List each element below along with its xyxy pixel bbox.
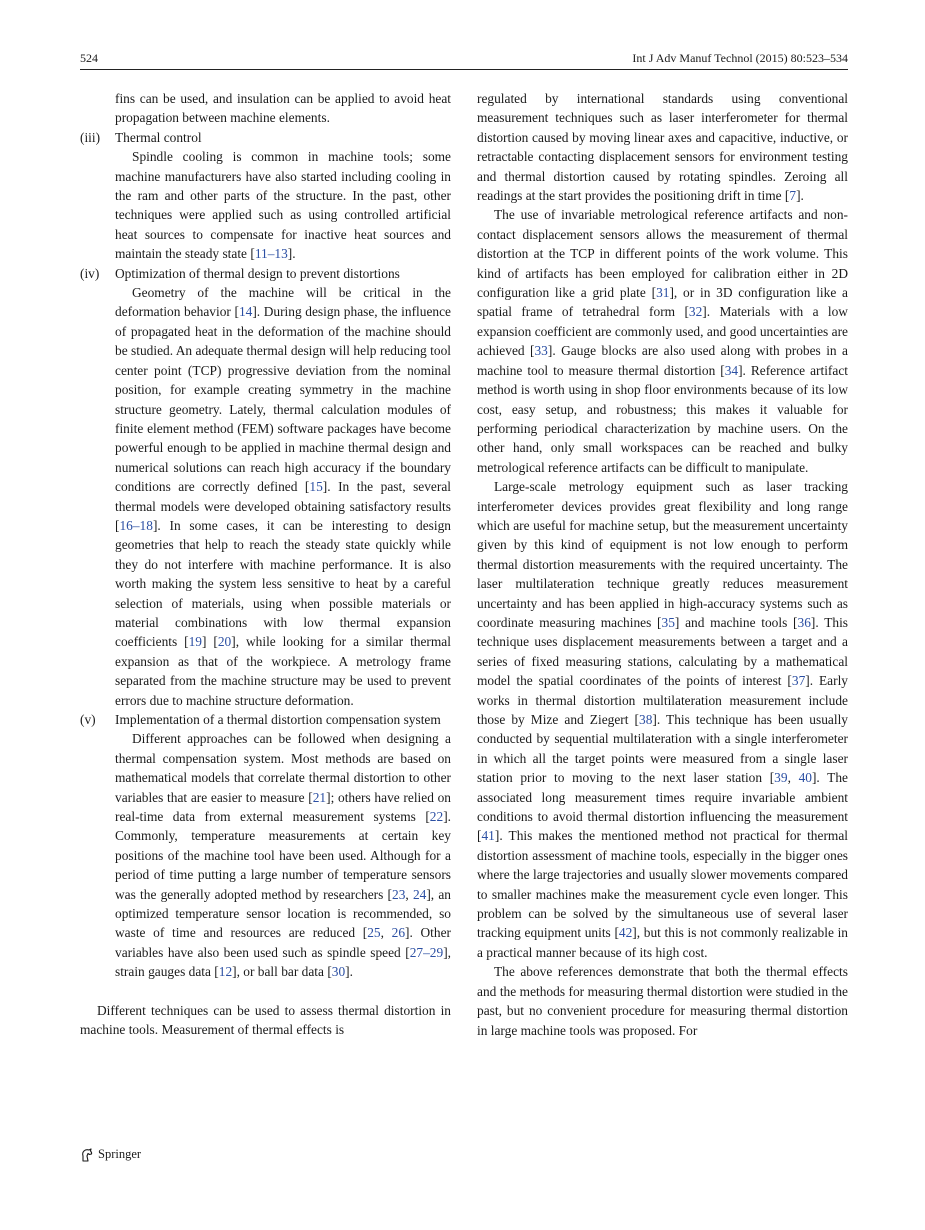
citation-link[interactable]: 34 (724, 362, 739, 378)
springer-horse-icon (80, 1148, 94, 1162)
paragraph: Large-scale metrology equipment such as laser tracking interferometer devices provides great flexibility and long range which are useful for machine setup, but the measurement uncertainty given by this kind of equipment is not low enough to perform thermal distortion measurements with the required uncertainty. The laser multilateration technique greatly reduces measurement uncertainty and has been applied in high-accuracy systems such as coordinate measuring machines [35] and machine tools [36]. This technique uses displacement measurements between a target and a series of fixed measuring stations, calculating by a mathematical model the spatial coordinates of the points of interest [37]. Early works in thermal distortion multilateration measurement include those by Mize and Ziegert [38]. This technique has been usually conducted by sequential multilateration with a single interferometer in which all the target points were measured from a single laser station prior to moving to the next laser station [39, 40]. The associated long measurement times require invariable ambient conditions to avoid thermal distortion influencing the measurement [41]. This makes the mentioned method not practical for thermal distortion assessment of machine tools, especially in the bigger ones where the large trajectories and usually slower movements compared to smaller machines make the measurement cycle even longer. This problem can be solved by the simultaneous use of several laser tracking equipment units [42], but this is not commonly realizable in a practical manner because of its high cost. (477, 479, 849, 960)
citation-link[interactable]: 14 (238, 304, 253, 320)
citation-link[interactable]: 20 (217, 634, 232, 650)
citation-link[interactable]: 7 (789, 188, 797, 204)
list-item (80, 128, 451, 147)
publisher-footer (80, 1147, 141, 1162)
paragraph: regulated by international standards using conventional measurement techniques such as laser interferometer for thermal distortion caused by moving linear axes and capacitive, inductive, or retractable contacting displacement sensors for environment testing and thermal distortion caused by rotating spindles. Zeroing all readings at the start provides the positioning drift in time [7]. (477, 91, 848, 204)
citation-link[interactable]: 35 (661, 614, 675, 630)
citation-link[interactable]: 31 (656, 285, 670, 301)
page-number: 524 (80, 51, 98, 65)
citation-link[interactable]: 37 (791, 673, 806, 689)
citation-link[interactable]: 40 (798, 770, 812, 786)
paragraph: Different approaches can be followed when designing a thermal compensation system. Most methods are based on mathematical models that correlate thermal distortion to other variables that are easier to measure [21]; others have relied on real-time data from external measurement systems [22]. Commonly, temperature measurements at certain key positions of the machine tool have been used. Although for a period of time putting a large number of temperature sensors was the generally adopted method by researchers [23, 24], an optimized temperature sensor location is recommended, so waste of time and resources are reduced [25, 26]. Other variables have also been used such as spindle speed [27–29], strain gauges data [12], or ball bar data [30]. (115, 731, 451, 980)
citation-link[interactable]: 16–18 (119, 517, 153, 533)
citation-link[interactable]: 30 (331, 964, 346, 980)
list-number: (iv) (80, 265, 100, 281)
citation-link[interactable]: 21 (312, 789, 327, 805)
list-item-title: Thermal control (115, 129, 202, 145)
paragraph: The use of invariable metrological reference artifacts and non-contact displacement sensors allows the measurement of thermal distortion at the TCP in different points of the work volume. This kind of artifacts has been employed for calibration either in 2D configuration like a grid plate [31], or in 3D configuration like a spatial frame of tetrahedral form [32]. Materials with a low expansion coefficient are commonly used, and good uncertainties are achieved [33]. Gauge blocks are also used along with probes in a machine tool to measure thermal distortion [34]. Reference artifact method is worth using in shop floor environments because of its low cost, easy setup, and robustness; this makes it valuable for performing periodical characterization by machine users. On the other hand, only small workspaces can be reached and bulky metrological reference artifacts can be difficult to manipulate. (477, 207, 848, 475)
paragraph: Different techniques can be used to assess thermal distortion in machine tools. Measurement of thermal effects is (80, 1002, 451, 1038)
list-number: (v) (80, 712, 96, 727)
citation-link[interactable]: 33 (534, 343, 548, 359)
list-item-title: Optimization of thermal design to prevent distortions (115, 265, 400, 281)
paragraph: The above references demonstrate that both the thermal effects and the methods for measuring thermal distortion were studied in the past, but no convenient procedure for measuring thermal distortion in large machine tools was proposed. For (477, 964, 848, 1038)
citation-link[interactable]: 42 (618, 925, 633, 941)
running-header (80, 51, 848, 69)
citation-link[interactable]: 27–29 (409, 944, 444, 960)
left-column (80, 89, 451, 1040)
header-rule (80, 69, 848, 70)
paragraph: Geometry of the machine will be critical in the deformation behavior [14]. During design phase, the influence of propagated heat in the deformation of the machine should be studied. An adequate thermal design will help reducing tool center point (TCP) progressive deviation from the nominal position, for example creating symmetry in the machine structure geometry. Lately, thermal calculation modules of finite element method (FEM) software packages have become powerful enough to be applied in machine thermal design and numerical solutions can reach high accuracy if the boundary conditions are correctly defined [15]. In the past, several thermal models were developed obtaining satisfactory results [16–18]. In some cases, it can be interesting to design geometries that help to reach the steady state quickly while they do not interfere with machine performance. It is also worth making the system less sensitive to heat by a careful selection of materials, using when possible materials or material combinations with low thermal expansion coefficients [19] [20], while looking for a similar thermal expansion as that of the workpiece. A metrology frame separated from the machine structure may be used to prevent errors due to machine structure deformation. (115, 285, 451, 708)
citation-link[interactable]: 36 (797, 614, 811, 630)
citation-link[interactable]: 11–13 (254, 246, 288, 262)
list-item (80, 264, 451, 283)
citation-link[interactable]: 15 (309, 479, 323, 495)
citation-link[interactable]: 32 (688, 304, 703, 320)
citation-link[interactable]: 41 (481, 828, 495, 844)
citation-link[interactable]: 26 (391, 925, 406, 941)
journal-citation: Int J Adv Manuf Technol (2015) 80:523–534 (632, 51, 848, 65)
list-item (80, 710, 451, 729)
list-number: (iii) (80, 129, 101, 145)
citation-link[interactable]: 39 (774, 770, 788, 786)
citation-link[interactable]: 22 (429, 809, 444, 825)
citation-link[interactable]: 23 (392, 886, 406, 902)
paragraph: fins can be used, and insulation can be applied to avoid heat propagation between machine elements. (115, 91, 451, 126)
publisher-name: Springer (98, 1147, 142, 1161)
citation-link[interactable]: 19 (188, 634, 202, 650)
right-column (477, 89, 848, 1040)
paragraph: Spindle cooling is common in machine tools; some machine manufacturers have also started including cooling in the ram and other parts of the structure. In the past, other techniques were applied such as using controlled artificial heat sources to compensate for inactive heat sources and maintain the steady state [11–13]. (115, 149, 451, 262)
citation-link[interactable]: 38 (639, 712, 653, 727)
citation-link[interactable]: 25 (367, 925, 381, 941)
list-item-title: Implementation of a thermal distortion compensation system (115, 712, 441, 727)
citation-link[interactable]: 12 (218, 964, 233, 980)
citation-link[interactable]: 24 (412, 886, 427, 902)
